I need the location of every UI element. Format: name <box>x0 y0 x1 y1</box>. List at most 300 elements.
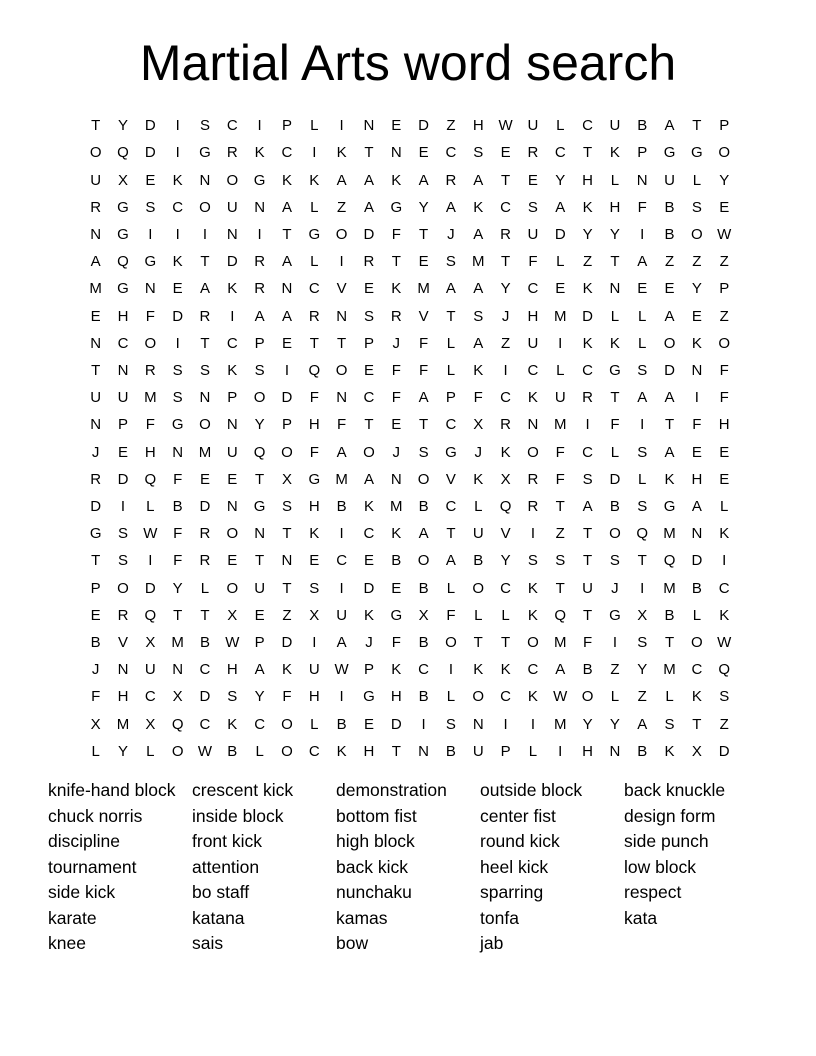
grid-row <box>82 656 738 683</box>
grid-letter: F <box>173 552 183 570</box>
grid-row <box>82 547 738 574</box>
grid-letter: D <box>390 715 402 733</box>
grid-letter: J <box>447 225 455 243</box>
grid-letter: A <box>637 253 648 271</box>
grid-letter: U <box>226 198 238 216</box>
grid-letter: B <box>582 661 593 679</box>
grid-letter: V <box>445 470 456 488</box>
grid-letter: P <box>363 661 374 679</box>
grid-letter: T <box>473 633 483 651</box>
grid-letter: F <box>528 253 538 271</box>
grid-row <box>82 683 738 710</box>
grid-letter: M <box>116 715 130 733</box>
grid-letter: S <box>117 525 128 543</box>
grid-letter: T <box>200 253 210 271</box>
grid-letter: W <box>143 525 158 543</box>
grid-letter: R <box>199 307 211 325</box>
grid-letter: U <box>144 661 156 679</box>
grid-letter: V <box>418 307 429 325</box>
grid-letter: V <box>117 633 128 651</box>
word-item: tournament <box>48 856 137 877</box>
grid-letter: C <box>199 661 211 679</box>
grid-letter: B <box>691 579 702 597</box>
grid-letter: O <box>609 525 621 543</box>
grid-letter: O <box>417 552 430 570</box>
grid-letter: F <box>719 361 729 379</box>
grid-letter: K <box>527 389 538 407</box>
grid-letter: N <box>199 171 211 189</box>
grid-letter: O <box>581 688 594 706</box>
grid-letter: E <box>227 470 238 488</box>
grid-letter: G <box>609 606 621 624</box>
grid-letter: B <box>445 742 456 760</box>
grid-letter: N <box>254 198 266 216</box>
grid-letter: Z <box>719 307 729 325</box>
grid-letter: R <box>144 361 156 379</box>
grid-row <box>82 112 738 139</box>
grid-letter: N <box>336 389 348 407</box>
grid-letter: H <box>117 688 129 706</box>
grid-letter: K <box>227 361 238 379</box>
grid-letter: W <box>197 742 213 760</box>
grid-letter: Q <box>499 497 512 515</box>
grid-letter: T <box>501 633 511 651</box>
grid-letter: H <box>582 742 593 760</box>
grid-letter: Y <box>719 171 730 189</box>
grid-letter: I <box>230 307 235 325</box>
grid-letter: A <box>582 497 593 515</box>
grid-letter: A <box>664 307 675 325</box>
grid-letter: N <box>390 470 402 488</box>
grid-letter: A <box>418 389 429 407</box>
grid-letter: A <box>336 443 347 461</box>
grid-letter: A <box>664 117 675 135</box>
grid-letter: G <box>253 171 266 189</box>
grid-letter: R <box>527 144 539 162</box>
grid-letter: D <box>144 117 156 135</box>
grid-letter: F <box>391 389 401 407</box>
grid-letter: A <box>473 225 484 243</box>
grid-letter: D <box>144 144 156 162</box>
grid-letter: H <box>472 117 484 135</box>
grid-letter: Y <box>500 552 511 570</box>
grid-letter: E <box>719 443 730 461</box>
grid-letter: Z <box>446 117 456 135</box>
grid-letter: B <box>418 633 429 651</box>
grid-letter: H <box>308 688 320 706</box>
word-item: back knuckle <box>624 780 726 800</box>
grid-row <box>82 275 738 302</box>
grid-letter: A <box>637 715 648 733</box>
grid-letter: M <box>89 280 102 298</box>
word-item: discipline <box>48 831 120 851</box>
grid-letter: C <box>308 280 320 298</box>
grid-letter: I <box>339 688 344 706</box>
grid-letter: C <box>500 198 511 216</box>
grid-letter: N <box>609 280 621 298</box>
grid-letter: K <box>664 742 675 760</box>
grid-letter: T <box>610 389 620 407</box>
grid-letter: O <box>281 742 293 760</box>
grid-letter: K <box>527 688 538 706</box>
grid-letter: Q <box>171 715 184 733</box>
grid-letter: O <box>335 361 348 379</box>
grid-letter: N <box>418 742 430 760</box>
grid-letter: X <box>172 688 183 706</box>
word-item: karate <box>48 907 97 928</box>
grid-letter: T <box>282 579 292 597</box>
grid-letter: B <box>199 633 210 651</box>
word-column <box>480 778 624 957</box>
grid-letter: K <box>336 742 347 760</box>
grid-letter: G <box>363 688 375 706</box>
word-item: attention <box>192 856 260 877</box>
grid-letter: D <box>172 307 184 325</box>
grid-letter: F <box>555 470 565 488</box>
word-item: bow <box>336 933 369 953</box>
grid-letter: I <box>202 225 208 243</box>
grid-letter: M <box>663 525 676 543</box>
grid-letter: T <box>337 334 347 352</box>
grid-letter: A <box>691 497 702 515</box>
grid-letter: S <box>309 579 320 597</box>
grid-letter: E <box>145 171 156 189</box>
word-item: bottom fist <box>336 805 417 826</box>
grid-letter: T <box>446 307 456 325</box>
grid-row <box>82 466 738 493</box>
grid-letter: U <box>117 389 129 407</box>
grid-letter: K <box>309 525 320 543</box>
grid-letter: F <box>309 389 319 407</box>
grid-letter: K <box>336 144 347 162</box>
grid-letter: I <box>175 225 180 243</box>
grid-letter: K <box>609 144 620 162</box>
grid-letter: R <box>308 307 320 325</box>
grid-letter: M <box>553 416 567 434</box>
grid-letter: M <box>553 307 567 325</box>
grid-letter: T <box>555 497 565 515</box>
grid-letter: X <box>418 606 429 624</box>
grid-letter: I <box>585 416 590 434</box>
grid-letter: T <box>391 742 401 760</box>
grid-letter: R <box>582 389 593 407</box>
grid-letter: C <box>144 688 156 706</box>
word-column <box>48 778 192 957</box>
grid-letter: T <box>391 253 401 271</box>
grid-letter: S <box>199 361 210 379</box>
grid-letter: L <box>638 470 647 488</box>
grid-letter: P <box>281 416 292 434</box>
grid-letter: C <box>691 661 703 679</box>
grid-letter: Y <box>117 742 128 760</box>
grid-letter: Z <box>719 253 729 271</box>
grid-letter: R <box>500 225 511 243</box>
grid-letter: U <box>609 117 621 135</box>
grid-letter: S <box>363 307 374 325</box>
grid-letter: A <box>473 334 484 352</box>
grid-letter: K <box>582 334 593 352</box>
grid-letter: L <box>692 606 702 624</box>
grid-letter: W <box>717 633 732 651</box>
grid-letter: S <box>445 253 456 271</box>
grid-letter: K <box>363 497 374 515</box>
grid-letter: B <box>664 225 675 243</box>
grid-letter: Z <box>637 688 647 706</box>
grid-letter: P <box>90 579 101 597</box>
grid-letter: I <box>175 144 180 162</box>
grid-letter: O <box>199 198 211 216</box>
grid-letter: P <box>254 633 265 651</box>
grid-letter: A <box>363 198 374 216</box>
grid-letter: S <box>719 688 730 706</box>
grid-letter: Z <box>582 253 593 271</box>
grid-letter: C <box>281 144 293 162</box>
grid-letter: N <box>90 225 102 243</box>
grid-letter: H <box>609 198 621 216</box>
grid-letter: T <box>309 334 319 352</box>
grid-letter: A <box>254 661 265 679</box>
grid-letter: H <box>363 742 375 760</box>
grid-letter: H <box>527 307 539 325</box>
grid-letter: N <box>90 416 102 434</box>
grid-letter: U <box>254 579 266 597</box>
grid-letter: W <box>498 117 513 135</box>
grid-letter: F <box>637 198 647 216</box>
grid-letter: N <box>117 661 129 679</box>
grid-letter: N <box>199 389 211 407</box>
grid-letter: M <box>144 389 157 407</box>
grid-letter: I <box>503 361 508 379</box>
grid-letter: I <box>694 389 699 407</box>
grid-letter: I <box>312 633 317 651</box>
grid-letter: Q <box>554 606 567 624</box>
grid-letter: U <box>336 606 348 624</box>
grid-letter: O <box>281 443 293 461</box>
grid-letter: C <box>199 715 211 733</box>
grid-letter: X <box>500 470 511 488</box>
grid-row <box>82 194 738 221</box>
word-item: sparring <box>480 882 544 902</box>
grid-letter: D <box>664 361 675 379</box>
grid-letter: Q <box>117 144 129 162</box>
grid-letter: N <box>281 552 293 570</box>
grid-letter: E <box>500 144 511 162</box>
grid-letter: L <box>610 171 620 189</box>
grid-letter: F <box>337 416 347 434</box>
grid-letter: O <box>144 334 157 352</box>
grid-letter: K <box>391 280 402 298</box>
grid-letter: F <box>391 225 401 243</box>
grid-letter: L <box>501 606 510 624</box>
grid-row <box>82 357 738 384</box>
grid-letter: E <box>664 280 675 298</box>
grid-letter: N <box>691 525 703 543</box>
grid-letter: G <box>253 497 266 515</box>
grid-letter: R <box>199 525 211 543</box>
grid-letter: E <box>391 117 402 135</box>
grid-letter: Q <box>718 661 731 679</box>
grid-letter: C <box>527 280 539 298</box>
grid-letter: C <box>336 552 348 570</box>
grid-row <box>82 221 738 248</box>
grid-letter: D <box>281 633 293 651</box>
grid-letter: Q <box>117 253 129 271</box>
grid-letter: A <box>637 389 648 407</box>
grid-letter: F <box>719 389 729 407</box>
grid-letter: E <box>555 280 566 298</box>
grid-letter: V <box>336 280 347 298</box>
grid-letter: F <box>173 525 183 543</box>
grid-letter: T <box>582 606 593 624</box>
grid-letter: T <box>637 552 647 570</box>
grid-letter: A <box>336 171 347 189</box>
grid-letter: O <box>691 633 703 651</box>
grid-letter: K <box>527 579 538 597</box>
grid-letter: B <box>172 497 183 515</box>
grid-letter: I <box>503 715 508 733</box>
grid-letter: O <box>89 144 102 162</box>
grid-letter: N <box>226 416 238 434</box>
grid-letter: N <box>472 715 484 733</box>
grid-letter: B <box>418 688 429 706</box>
grid-letter: C <box>527 661 539 679</box>
grid-letter: Y <box>609 225 620 243</box>
grid-letter: Z <box>719 715 729 733</box>
grid-letter: X <box>145 715 156 733</box>
grid-letter: Y <box>691 280 702 298</box>
grid-letter: O <box>718 334 731 352</box>
grid-row <box>82 710 738 737</box>
grid-letter: M <box>663 661 676 679</box>
grid-letter: M <box>472 253 485 271</box>
grid-letter: T <box>200 606 210 624</box>
grid-letter: F <box>419 361 429 379</box>
grid-letter: R <box>445 171 457 189</box>
grid-letter: A <box>281 307 292 325</box>
word-item: knife-hand block <box>48 780 176 800</box>
grid-letter: A <box>363 171 374 189</box>
grid-letter: O <box>472 688 485 706</box>
grid-letter: U <box>554 389 566 407</box>
word-item: chuck norris <box>48 805 143 826</box>
grid-letter: N <box>390 144 402 162</box>
grid-letter: C <box>445 144 457 162</box>
grid-letter: X <box>90 715 101 733</box>
grid-letter: Y <box>637 661 648 679</box>
grid-letter: K <box>391 525 402 543</box>
grid-letter: G <box>390 606 403 624</box>
grid-letter: O <box>199 416 211 434</box>
word-item: jab <box>480 933 504 953</box>
grid-letter: L <box>556 117 565 135</box>
grid-letter: C <box>363 525 375 543</box>
grid-letter: B <box>336 715 347 733</box>
word-item: high block <box>336 831 415 851</box>
grid-letter: O <box>527 633 539 651</box>
grid-letter: N <box>609 742 621 760</box>
grid-letter: L <box>665 688 674 706</box>
grid-letter: K <box>473 661 484 679</box>
grid-letter: T <box>582 525 593 543</box>
grid-letter: T <box>282 225 292 243</box>
grid-letter: Q <box>636 525 649 543</box>
grid-letter: S <box>527 198 538 216</box>
grid-letter: S <box>582 470 593 488</box>
grid-letter: U <box>527 225 539 243</box>
grid-letter: L <box>310 715 319 733</box>
grid-letter: J <box>91 661 100 679</box>
grid-letter: D <box>144 579 156 597</box>
grid-letter: S <box>473 144 484 162</box>
grid-letter: C <box>582 117 593 135</box>
grid-letter: S <box>145 198 156 216</box>
word-item: side punch <box>624 831 709 851</box>
grid-letter: J <box>392 334 401 352</box>
grid-row <box>82 574 738 601</box>
grid-letter: X <box>227 606 238 624</box>
grid-letter: E <box>391 416 402 434</box>
grid-letter: Q <box>253 443 266 461</box>
grid-letter: S <box>637 443 648 461</box>
grid-letter: P <box>500 742 511 760</box>
grid-letter: G <box>117 280 129 298</box>
grid-letter: K <box>391 661 402 679</box>
grid-letter: W <box>553 688 568 706</box>
grid-letter: K <box>719 525 730 543</box>
grid-letter: A <box>473 280 484 298</box>
grid-letter: F <box>145 307 155 325</box>
grid-letter: U <box>308 661 320 679</box>
grid-letter: Y <box>418 198 429 216</box>
grid-letter: K <box>500 661 511 679</box>
grid-letter: X <box>309 606 320 624</box>
grid-letter: B <box>664 198 675 216</box>
word-item: crescent kick <box>192 780 294 800</box>
grid-letter: S <box>637 497 648 515</box>
grid-letter: L <box>310 198 319 216</box>
grid-letter: D <box>582 307 593 325</box>
grid-letter: I <box>530 715 535 733</box>
grid-letter: T <box>692 117 702 135</box>
grid-letter: G <box>199 144 211 162</box>
grid-letter: E <box>199 470 210 488</box>
grid-letter: F <box>446 606 456 624</box>
word-item: heel kick <box>480 856 549 877</box>
word-item: tonfa <box>480 907 519 928</box>
grid-letter: I <box>640 579 645 597</box>
word-item: design form <box>624 805 716 826</box>
grid-letter: H <box>691 470 703 488</box>
grid-letter: A <box>445 280 456 298</box>
grid-row <box>82 302 738 329</box>
grid-letter: R <box>500 416 511 434</box>
grid-letter: G <box>445 443 457 461</box>
word-item: knee <box>48 933 86 953</box>
grid-letter: P <box>281 117 292 135</box>
grid-letter: C <box>718 579 730 597</box>
grid-letter: N <box>336 307 348 325</box>
grid-letter: S <box>527 552 538 570</box>
grid-letter: K <box>473 470 484 488</box>
grid-letter: X <box>691 742 702 760</box>
grid-letter: M <box>335 470 348 488</box>
grid-letter: H <box>226 661 238 679</box>
grid-letter: G <box>308 470 321 488</box>
grid-letter: F <box>692 416 702 434</box>
grid-letter: B <box>637 117 648 135</box>
grid-letter: D <box>117 470 129 488</box>
grid-letter: O <box>472 579 485 597</box>
